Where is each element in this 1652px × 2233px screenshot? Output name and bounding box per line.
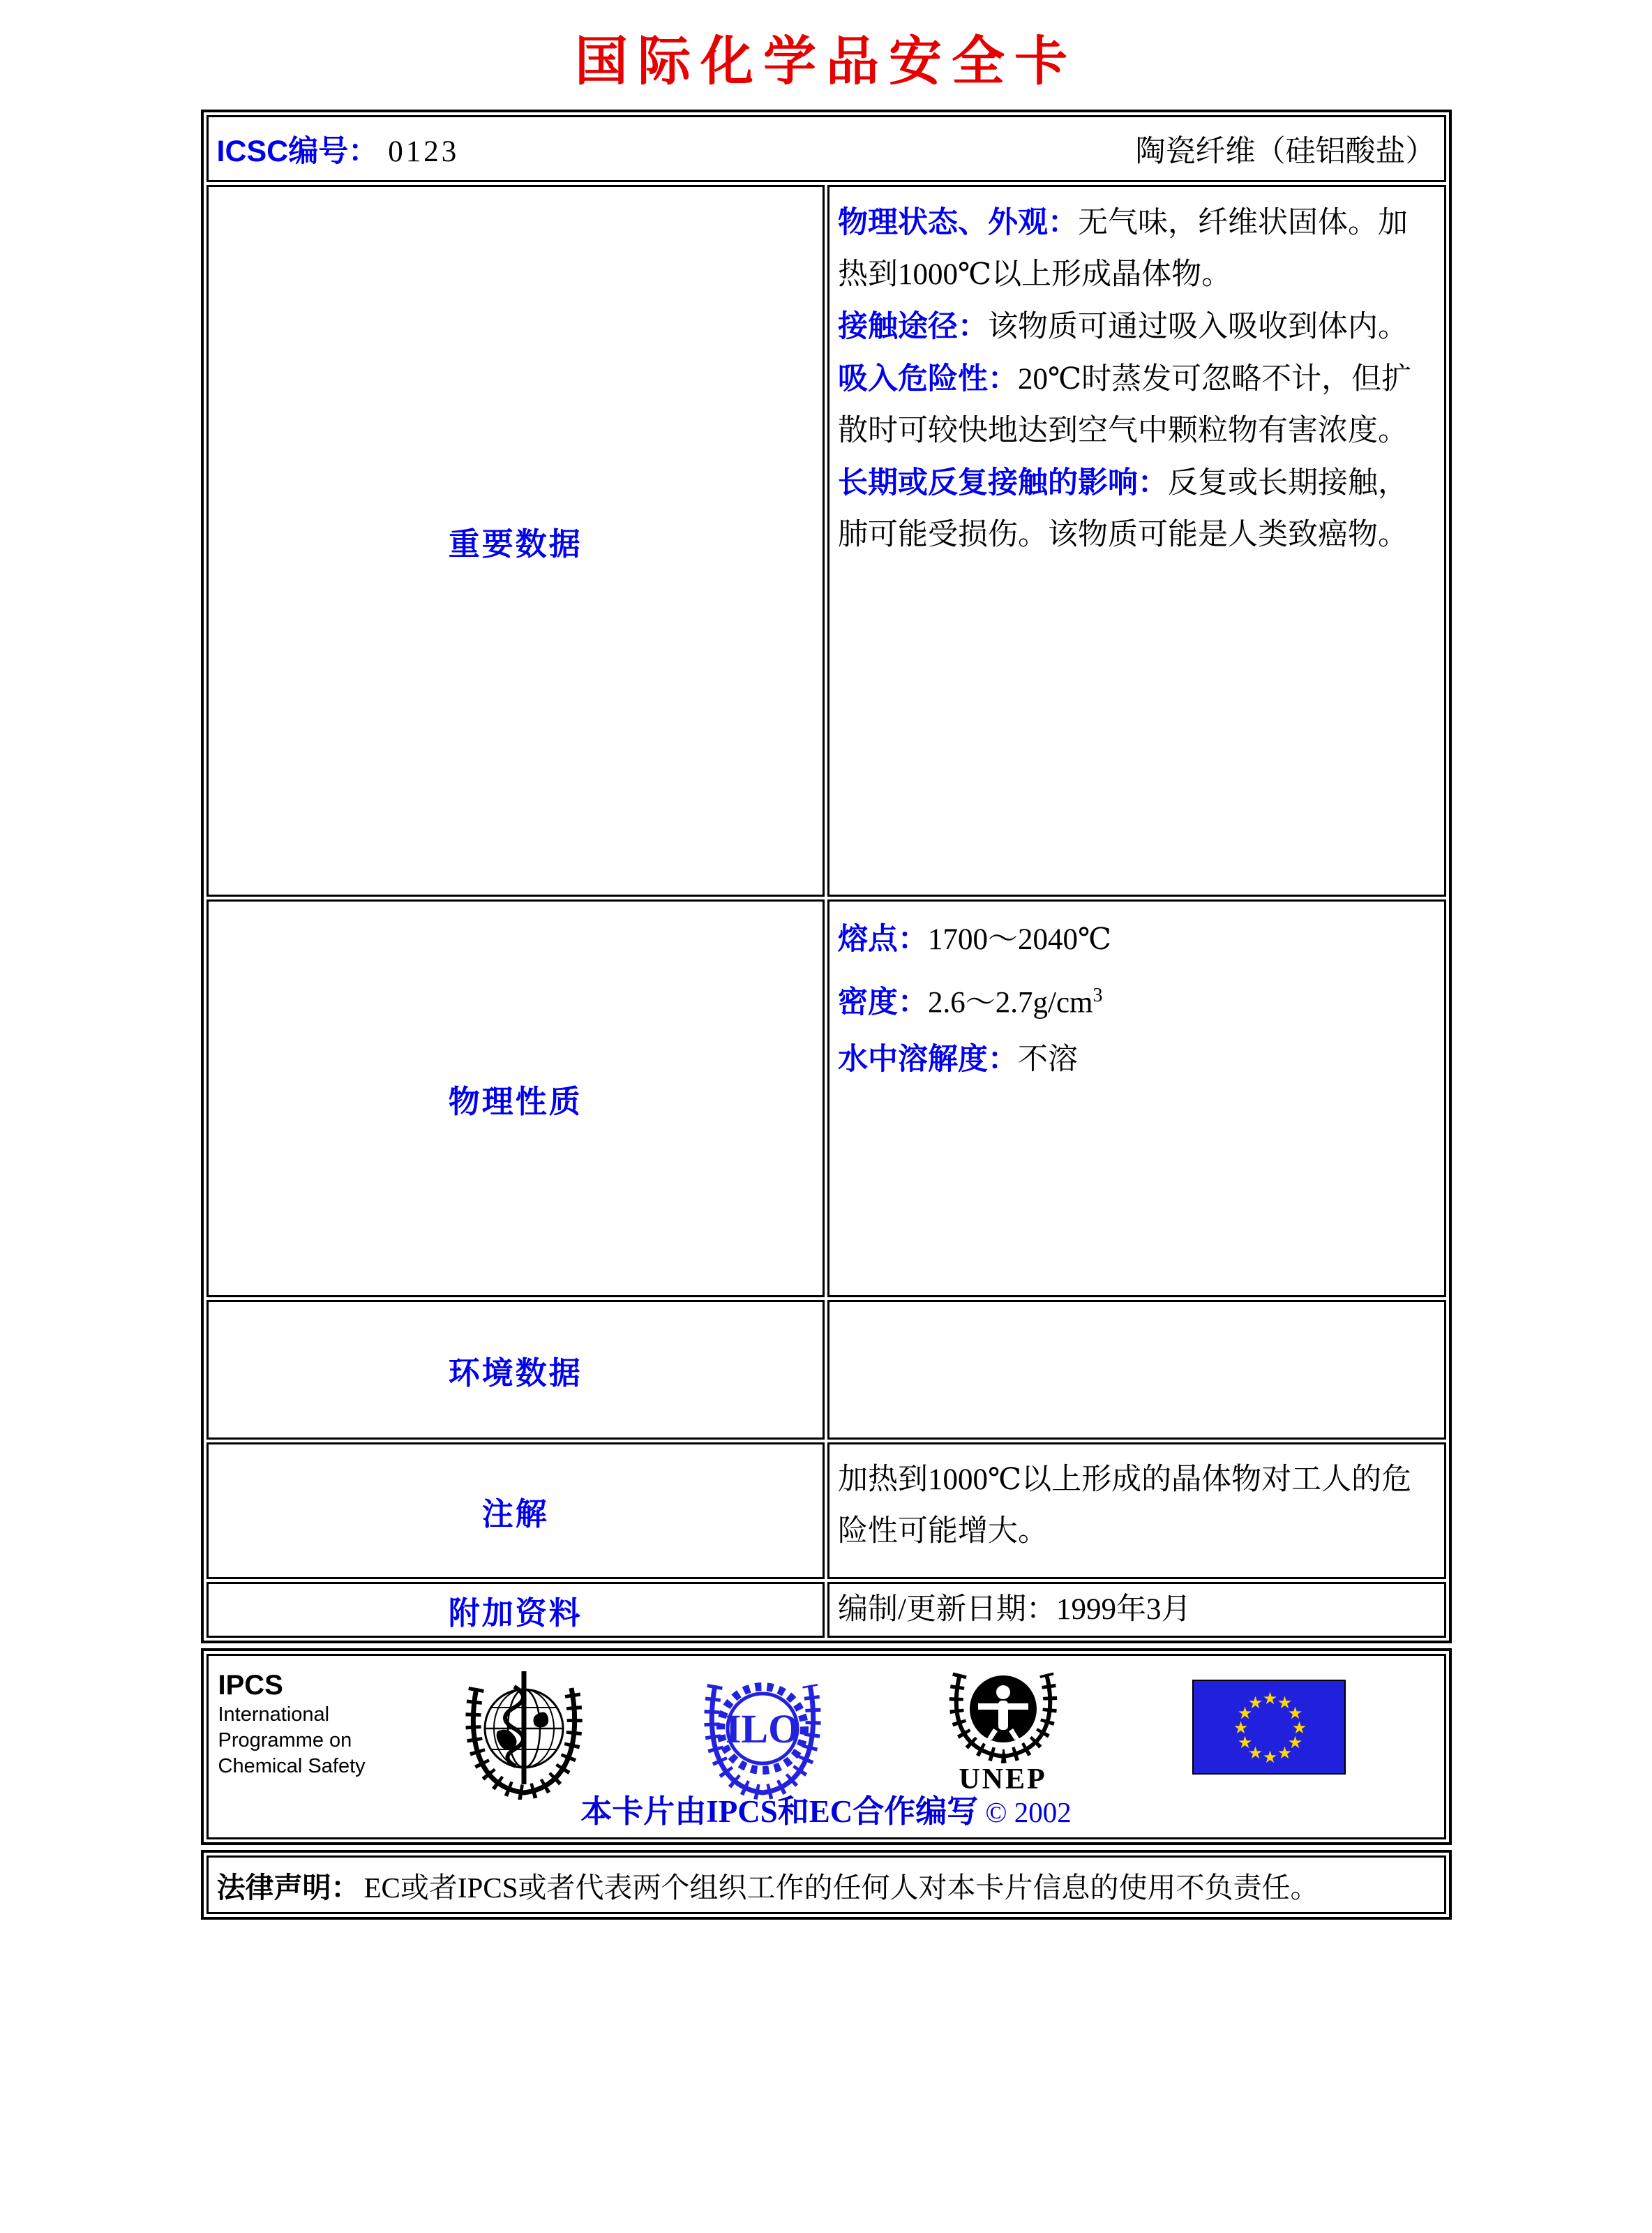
safety-card-table <box>201 110 1452 1643</box>
section-row-environmental-data <box>206 1300 1446 1440</box>
property-melting-point: 熔点：1700～2040℃ <box>838 923 1112 957</box>
icsc-number-value: 0123 <box>388 135 460 168</box>
section-row-physical-properties <box>206 899 1446 1297</box>
property-density: 密度：$2.6\sim 2.7g/cm^3$ <box>838 985 1103 1020</box>
section-row-notes <box>206 1442 1446 1579</box>
section-content-additional-info: 编制/更新日期：1999年3月 <box>827 1582 1446 1638</box>
legal-label: 法律声明： <box>216 1871 360 1904</box>
ilo-logo-icon <box>693 1661 832 1803</box>
paragraph-exposure-routes: 接触途径：该物质可通过吸入吸收到体内。 <box>838 310 1408 344</box>
section-label-physical-properties: 物理性质 <box>206 899 825 1297</box>
section-content-environmental-data <box>827 1300 1446 1440</box>
section-content-important-data <box>827 185 1446 897</box>
footer-organizations-box <box>201 1648 1452 1845</box>
credit-year: © 2002 <box>985 1796 1072 1829</box>
density-superscript: 3 <box>1092 985 1103 1007</box>
substance-name: 陶瓷纤维（硅铝酸盐） <box>1135 135 1436 168</box>
ipcs-acronym: IPCS <box>218 1670 283 1701</box>
legal-notice-box <box>201 1850 1452 1920</box>
paragraph-physical-state: 物理状态、外观：无气味，纤维状固体。加热到1000℃以上形成晶体物。 <box>838 206 1408 292</box>
credit-line <box>209 1792 1444 1832</box>
credit-text: 本卡片由IPCS和EC合作编写 <box>580 1794 979 1830</box>
section-row-important-data <box>206 185 1446 897</box>
safety-card-sheet <box>201 0 1452 1920</box>
icsc-number-label: ICSC编号： <box>216 134 379 168</box>
legal-text: EC或者IPCS或者代表两个组织工作的任何人对本卡片信息的使用不负责任。 <box>363 1871 1319 1904</box>
section-label-important-data: 重要数据 <box>206 185 825 897</box>
page-title: 国际化学品安全卡 <box>575 30 1077 92</box>
icsc-number <box>217 128 460 170</box>
eu-flag-icon: ★ ★ ★ ★ ★ ★ ★ ★ ★ ★ ★ ★ <box>1192 1680 1346 1775</box>
section-content-notes: 加热到1000℃以上形成的晶体物对工人的危险性可能增大。 <box>827 1442 1446 1579</box>
paragraph-inhalation-risk: 吸入危险性：20℃时蒸发可忽略不计，但扩散时可较快地达到空气中颗粒物有害浓度。 <box>838 362 1412 448</box>
section-row-additional-info <box>206 1582 1446 1638</box>
section-content-physical-properties <box>827 899 1446 1297</box>
svg-text:ILO: ILO <box>725 1706 799 1752</box>
section-label-environmental-data: 环境数据 <box>206 1300 825 1440</box>
property-water-solubility: 水中溶解度：不溶 <box>838 1042 1078 1076</box>
who-logo-icon <box>454 1661 594 1803</box>
section-label-notes: 注解 <box>206 1442 825 1579</box>
unep-logo-icon <box>930 1659 1076 1795</box>
ipcs-text-block: IPCS International Programme on Chemical Safety <box>218 1670 366 1778</box>
header-row <box>206 115 1446 182</box>
unep-caption: UNEP <box>959 1763 1047 1796</box>
section-label-additional-info: 附加资料 <box>206 1582 825 1638</box>
paragraph-longterm-effects: 长期或反复接触的影响：反复或长期接触，肺可能受损伤。该物质可能是人类致癌物。 <box>838 466 1408 552</box>
